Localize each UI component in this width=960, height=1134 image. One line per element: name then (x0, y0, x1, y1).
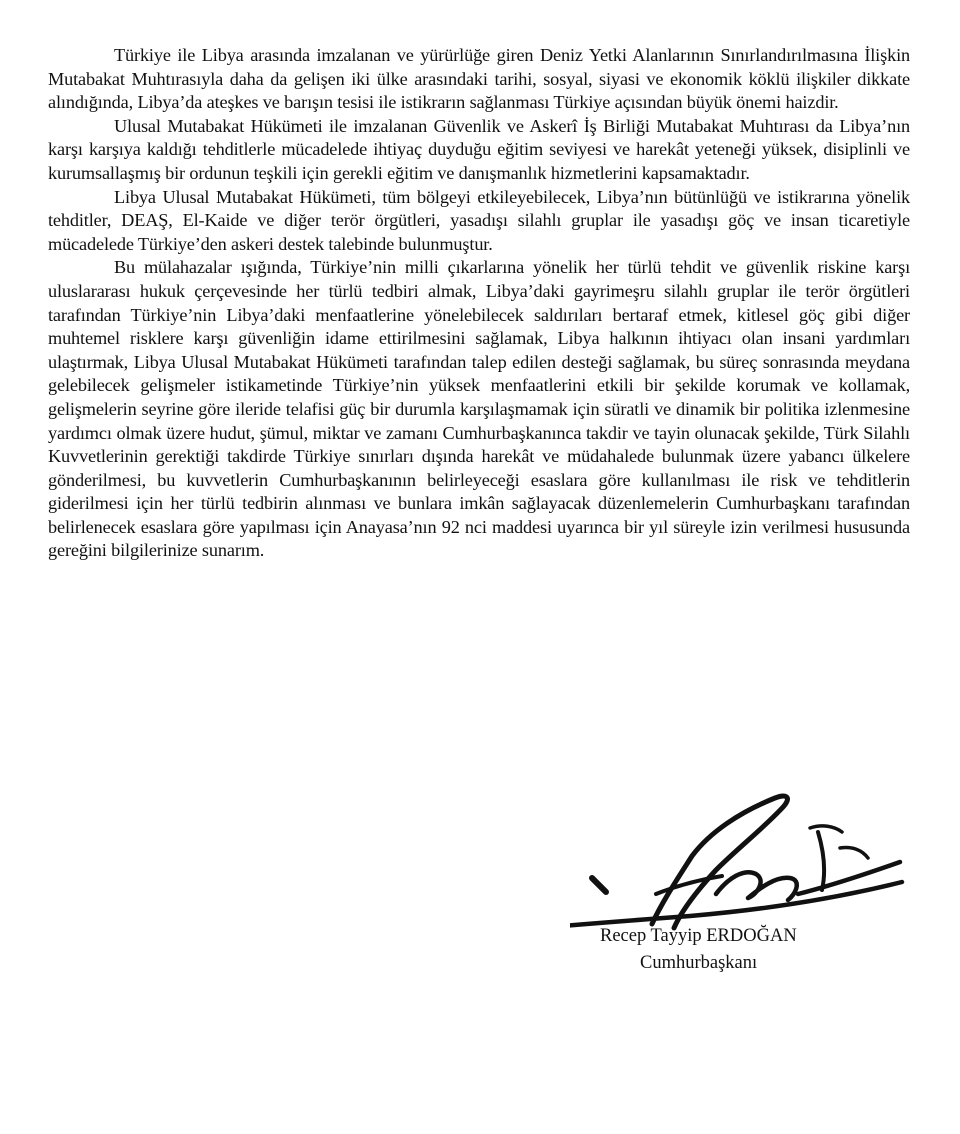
paragraph-2: Ulusal Mutabakat Hükümeti ile imzalanan Güvenlik ve Askerî İş Birliği Mutabakat Muhtırası da Libya’nın karşı karşıya kaldığı tehditlerle mücadelede ihtiyaç duyduğu eğitim seviyesi ve harekât yeteneği yüksek, disiplinli ve kurumsallaşmış bir ordunun teşkili için gerekli eğitim ve danışmanlık hizmetlerini kapsamaktadır. (48, 115, 910, 183)
paragraph-4: Bu mülahazalar ışığında, Türkiye’nin milli çıkarlarına yönelik her türlü tehdit ve güvenlik riskine karşı uluslararası hukuk çerçevesinde her türlü tedbiri almak, Libya’daki gayrimeşru silahlı gruplar ile terör örgütleri tarafından Türkiye’nin Libya’daki menfaatlerine yönelebilecek saldırıları bertaraf etmek, kitlesel göç gibi diğer muhtemel risklere karşı güvenliğin idame ettirilmesini sağlamak, Libya halkının ihtiyacı olan insani yardımları ulaştırmak, Libya Ulusal Mutabakat Hükümeti tarafından talep edilen desteği sağlamak, bu süreç sonrasında meydana gelebilecek gelişmeler istikametinde Türkiye’nin yüksek menfaatlerini etkili bir şekilde korumak ve kollamak, gelişmelerin seyrine göre ileride telafisi güç bir durumla karşılaşmamak için süratli ve dinamik bir politika izlenmesine yardımcı olmak üzere hudut, şümul, miktar ve zamanı Cumhurbaşkanınca takdir ve tayin olunacak şekilde, Türk Silahlı Kuvvetlerinin gerektiği takdirde Türkiye sınırları dışında harekât ve müdahalede bulunmak üzere yabancı ülkelere gönderilmesi, bu kuvvetlerin Cumhurbaşkanının belirleyeceği esaslara göre kullanılması ile risk ve tehditlerin giderilmesi için her türlü tedbirin alınması ve bunlara imkân sağlayacak düzenlemelerin Cumhurbaşkanı tarafından belirlenecek esaslara göre yapılması için Anayasa’nın 92 nci maddesi uyarınca bir yıl süreyle izin verilmesi hususunda gereğini bilgilerinize sunarım. (48, 257, 910, 561)
signatory-title: Cumhurbaşkanı (640, 953, 758, 973)
signatory-name: Recep Tayyip ERDOĞAN (600, 926, 797, 946)
paragraph-3: Libya Ulusal Mutabakat Hükümeti, tüm bölgeyi etkileyebilecek, Libya’nın bütünlüğü ve istikrarına yönelik tehditler, DEAŞ, El-Kaide ve diğer terör örgütleri, yasadışı silahlı gruplar ile yasadışı göç ve insan ticaretiyle mücadelede Türkiye’den askeri destek talebinde bulunmuştur. (48, 186, 910, 254)
paragraph-1: Türkiye ile Libya arasında imzalanan ve yürürlüğe giren Deniz Yetki Alanlarının Sınırlandırılmasına İlişkin Mutabakat Muhtırasıyla daha da gelişen iki ülke arasındaki tarihi, sosyal, siyasi ve ekonomik köklü ilişkiler dikkate alındığında, Libya’da ateşkes ve barışın tesisi ile istikrarın sağlanması Türkiye açısından büyük önemi haizdir. (48, 45, 910, 113)
letter-body (48, 44, 910, 563)
